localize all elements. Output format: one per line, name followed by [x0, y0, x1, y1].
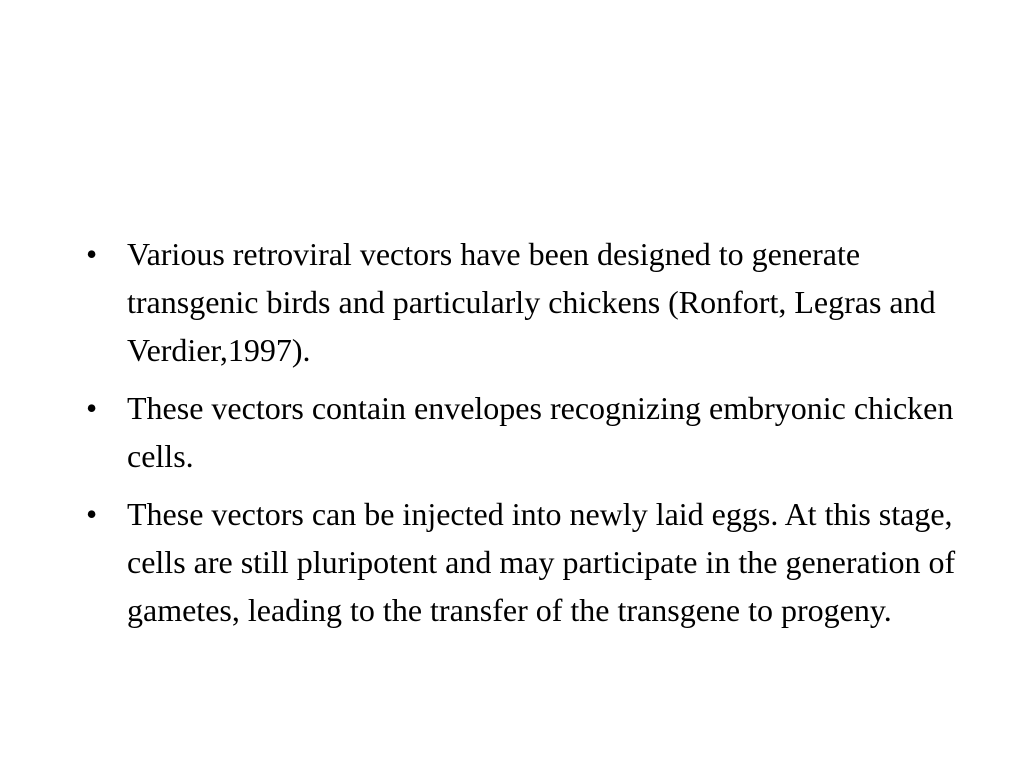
bullet-item: [84, 230, 964, 374]
bullet-text: These vectors contain envelopes recognizing embryonic chicken cells.: [127, 390, 954, 474]
bullet-icon: •: [86, 496, 98, 532]
bullet-icon: •: [86, 236, 98, 272]
bullet-item: [84, 490, 964, 634]
bullet-text: These vectors can be injected into newly laid eggs. At this stage, cells are still pluripotent and may participate in the generation of gametes, leading to the transfer of the transgene to progeny.: [127, 496, 956, 628]
bullet-list: [84, 230, 964, 644]
bullet-icon: •: [86, 390, 98, 426]
bullet-text: Various retroviral vectors have been designed to generate transgenic birds and particularly chickens (Ronfort, Legras and Verdier,1997).: [127, 236, 936, 368]
bullet-item: [84, 384, 964, 480]
